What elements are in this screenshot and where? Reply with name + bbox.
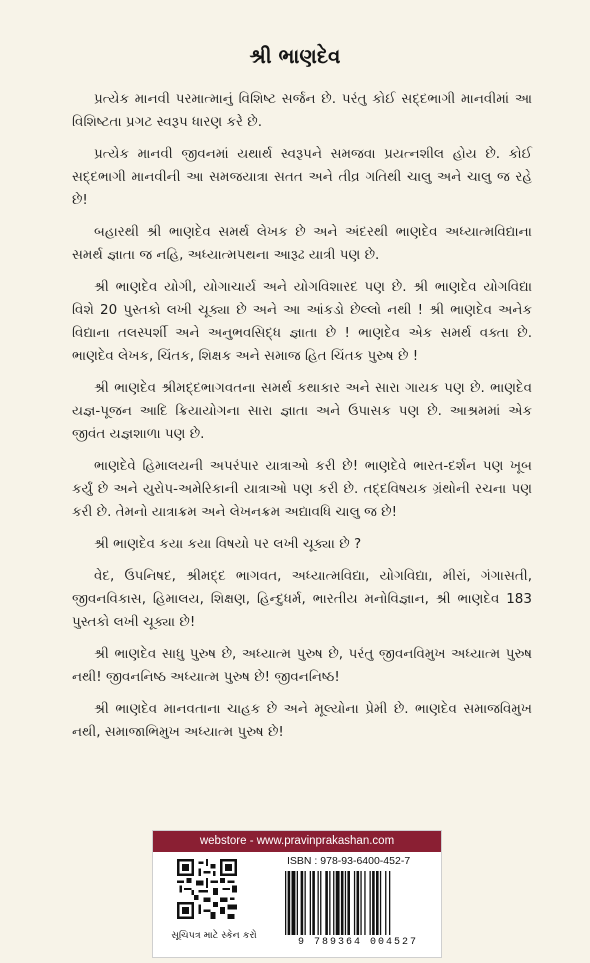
paragraph-9: શ્રી ભાણદેવ સાધુ પુરુષ છે, અધ્યાત્મ પુરુષ છે, પરંતુ જીવનવિમુખ અધ્યાત્મ પુરુષ નથી! જીવનનિષ્ઠ અધ્યાત્મ પુરુષ છે! જીવનનિષ્ઠ!	[72, 646, 532, 685]
barcode-number: 9 789364 004527	[297, 937, 418, 948]
qr-caption: સૂચિપત્ર માટે સ્કેન કરો	[171, 930, 257, 941]
paragraph-3: બહારથી શ્રી ભાણદેવ સમર્થ લેખક છે અને અંદરથી ભાણદેવ અધ્યાત્મવિદ્યાના સમર્થ જ્ઞાતા જ નહિ, અધ્યાત્મપથના આરૂઢ યાત્રી પણ છે.	[72, 224, 532, 263]
paragraph-8: વેદ, ઉપનિષદ, શ્રીમદ્દ ભાગવત, અધ્યાત્મવિદ્યા, યોગવિદ્યા, મીરાં, ગંગાસતી, જીવનવિકાસ, હિમાલય, શિક્ષણ, હિન્દુધર્મ, ભારતીય મનોવિજ્ઞાન, શ્રી ભાણદેવ 183 પુસ્તકો લખી ચૂક્યા છે!	[72, 568, 532, 630]
paragraph-5: શ્રી ભાણદેવ શ્રીમદ્દભાગવતના સમર્થ કથાકાર અને સારા ગાયક પણ છે. ભાણદેવ યજ્ઞ-પૂજન આદિ ક્રિયાયોગના સારા જ્ઞાતા અને ઉપાસક પણ છે. આશ્રમમાં એક જીવંત યજ્ઞશાળા પણ છે.	[72, 380, 532, 442]
paragraph-7: શ્રી ભાણદેવ કયા કયા વિષયો પર લખી ચૂક્યા છે ?	[94, 536, 362, 552]
webstore-bar[interactable]: webstore - www.pravinprakashan.com	[153, 831, 441, 852]
paragraph-1: પ્રત્યેક માનવી પરમાત્માનું વિશિષ્ટ સર્જન છે. પરંતુ કોઈ સદ્દભાગી માનવીમાં આ વિશિષ્ટતા પ્રગટ સ્વરૂપ ધારણ કરે છે.	[72, 91, 532, 130]
paragraph-10: શ્રી ભાણદેવ માનવતાના ચાહક છે અને મૂલ્યોના પ્રેમી છે. ભાણદેવ સમાજવિમુખ નથી, સમાજાભિમુખ અધ્યાત્મ પુરુષ છે!	[72, 701, 532, 740]
barcode-icon	[283, 871, 431, 935]
isbn-label: ISBN : 978-93-6400-452-7	[287, 855, 411, 867]
paragraph-4: શ્રી ભાણદેવ યોગી, યોગાચાર્ય અને યોગવિશારદ પણ છે. શ્રી ભાણદેવ યોગવિદ્યા વિશે 20 પુસ્તકો લખી ચૂક્યા છે અને આ આંકડો છેલ્લો નથી ! શ્રી ભાણદેવ અનેક વિદ્યાના તલસ્પર્શી અને અનુભવસિદ્ધ જ્ઞાતા છે ! ભાણદેવ એક સમર્થ વક્તા છે. ભાણદેવ લેખક, ચિંતક, શિક્ષક અને સમાજ હિત ચિંતક પુરુષ છે !	[72, 279, 532, 364]
body-text	[72, 88, 532, 753]
paragraph-2: પ્રત્યેક માનવી જીવનમાં યથાર્થ સ્વરૂપને સમજવા પ્રયત્નશીલ હોય છે. કોઈ સદ્દભાગી માનવીની આ સમજયાત્રા સતત અને તીવ્ર ગતિથી ચાલુ અને ચાલુ જ રહે છે!	[72, 146, 532, 208]
publisher-footer	[152, 830, 442, 958]
qr-code-icon[interactable]	[177, 859, 237, 919]
page-title: શ્રી ભાણદેવ	[249, 44, 341, 68]
paragraph-6: ભાણદેવે હિમાલયની અપરંપાર યાત્રાઓ કરી છે! ભાણદેવે ભારત-દર્શન પણ ખૂબ કર્યું છે અને યુરોપ-અમેરિકાની યાત્રાઓ પણ કરી છે. તદ્દવિષયક ગ્રંથોની રચના પણ કરી છે. તેમનો યાત્રાક્રમ અને લેખનક્રમ અદ્યાવધિ ચાલુ જ છે!	[72, 458, 532, 520]
